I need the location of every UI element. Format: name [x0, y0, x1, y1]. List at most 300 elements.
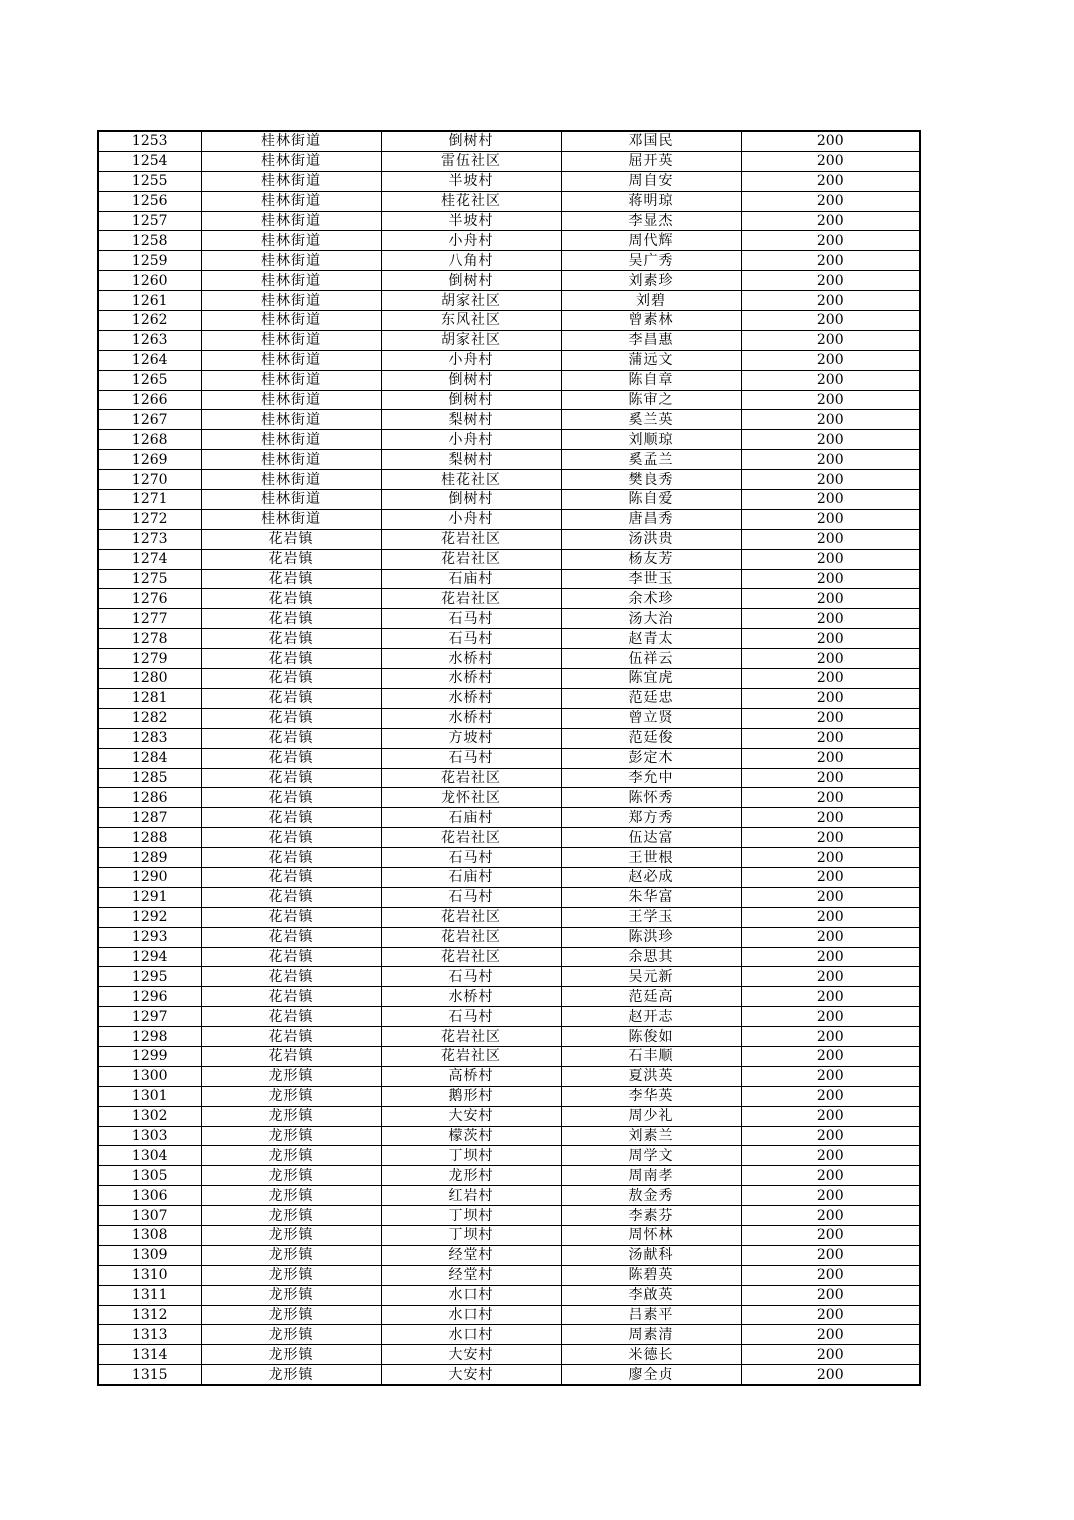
- row-number-cell: 1313: [98, 1325, 201, 1345]
- village-community-cell: 水口村: [381, 1325, 561, 1345]
- person-name-cell: 陈自章: [561, 370, 741, 390]
- row-number-cell: 1308: [98, 1225, 201, 1245]
- street-town-cell: 花岩镇: [201, 549, 381, 569]
- table-row: [98, 768, 920, 788]
- row-number-cell: 1286: [98, 788, 201, 808]
- amount-cell: 200: [741, 967, 920, 987]
- row-number-cell: 1276: [98, 589, 201, 609]
- person-name-cell: 奚孟兰: [561, 450, 741, 470]
- village-community-cell: 倒树村: [381, 131, 561, 151]
- person-name-cell: 曾立贤: [561, 708, 741, 728]
- street-town-cell: 龙形镇: [201, 1225, 381, 1245]
- amount-cell: 200: [741, 251, 920, 271]
- table-row: [98, 907, 920, 927]
- amount-cell: 200: [741, 529, 920, 549]
- street-town-cell: 龙形镇: [201, 1106, 381, 1126]
- table-row: [98, 311, 920, 331]
- amount-cell: 200: [741, 1206, 920, 1226]
- person-name-cell: 伍达富: [561, 828, 741, 848]
- row-number-cell: 1253: [98, 131, 201, 151]
- row-number-cell: 1288: [98, 828, 201, 848]
- village-community-cell: 石马村: [381, 1007, 561, 1027]
- table-row: [98, 947, 920, 967]
- village-community-cell: 石庙村: [381, 808, 561, 828]
- table-row: [98, 887, 920, 907]
- row-number-cell: 1272: [98, 509, 201, 529]
- row-number-cell: 1262: [98, 311, 201, 331]
- person-name-cell: 陈俊如: [561, 1027, 741, 1047]
- person-name-cell: 汤献科: [561, 1245, 741, 1265]
- village-community-cell: 龙怀社区: [381, 788, 561, 808]
- village-community-cell: 小舟村: [381, 350, 561, 370]
- person-name-cell: 刘碧: [561, 291, 741, 311]
- person-name-cell: 樊良秀: [561, 470, 741, 490]
- person-name-cell: 李素芬: [561, 1206, 741, 1226]
- person-name-cell: 赵青太: [561, 629, 741, 649]
- person-name-cell: 陈自爱: [561, 490, 741, 510]
- street-town-cell: 花岩镇: [201, 947, 381, 967]
- table-row: [98, 808, 920, 828]
- street-town-cell: 桂林街道: [201, 390, 381, 410]
- village-community-cell: 经堂村: [381, 1245, 561, 1265]
- row-number-cell: 1294: [98, 947, 201, 967]
- amount-cell: 200: [741, 271, 920, 291]
- street-town-cell: 桂林街道: [201, 509, 381, 529]
- amount-cell: 200: [741, 1166, 920, 1186]
- street-town-cell: 桂林街道: [201, 470, 381, 490]
- village-community-cell: 八角村: [381, 251, 561, 271]
- village-community-cell: 花岩社区: [381, 529, 561, 549]
- street-town-cell: 龙形镇: [201, 1166, 381, 1186]
- street-town-cell: 花岩镇: [201, 629, 381, 649]
- street-town-cell: 花岩镇: [201, 788, 381, 808]
- table-row: [98, 1186, 920, 1206]
- street-town-cell: 龙形镇: [201, 1086, 381, 1106]
- person-name-cell: 吴广秀: [561, 251, 741, 271]
- village-community-cell: 水口村: [381, 1305, 561, 1325]
- person-name-cell: 周自安: [561, 171, 741, 191]
- village-community-cell: 鹅形村: [381, 1086, 561, 1106]
- street-town-cell: 花岩镇: [201, 967, 381, 987]
- person-name-cell: 朱华富: [561, 887, 741, 907]
- table-row: [98, 529, 920, 549]
- table-row: [98, 967, 920, 987]
- person-name-cell: 廖全贞: [561, 1365, 741, 1385]
- table-row: [98, 1086, 920, 1106]
- village-community-cell: 丁坝村: [381, 1146, 561, 1166]
- person-name-cell: 屈开英: [561, 151, 741, 171]
- street-town-cell: 花岩镇: [201, 828, 381, 848]
- row-number-cell: 1284: [98, 748, 201, 768]
- row-number-cell: 1280: [98, 669, 201, 689]
- table-row: [98, 271, 920, 291]
- person-name-cell: 李啟英: [561, 1285, 741, 1305]
- row-number-cell: 1260: [98, 271, 201, 291]
- village-community-cell: 大安村: [381, 1365, 561, 1385]
- row-number-cell: 1265: [98, 370, 201, 390]
- person-name-cell: 伍祥云: [561, 649, 741, 669]
- row-number-cell: 1274: [98, 549, 201, 569]
- table-row: [98, 370, 920, 390]
- village-community-cell: 丁坝村: [381, 1206, 561, 1226]
- street-town-cell: 龙形镇: [201, 1345, 381, 1365]
- table-row: [98, 350, 920, 370]
- table-row: [98, 987, 920, 1007]
- amount-cell: 200: [741, 1086, 920, 1106]
- street-town-cell: 花岩镇: [201, 708, 381, 728]
- village-community-cell: 大安村: [381, 1345, 561, 1365]
- person-name-cell: 陈宜虎: [561, 669, 741, 689]
- table-row: [98, 1206, 920, 1226]
- table-row: [98, 1365, 920, 1385]
- table-row: [98, 828, 920, 848]
- amount-cell: 200: [741, 291, 920, 311]
- street-town-cell: 花岩镇: [201, 848, 381, 868]
- person-name-cell: 范廷高: [561, 987, 741, 1007]
- amount-cell: 200: [741, 1007, 920, 1027]
- street-town-cell: 花岩镇: [201, 688, 381, 708]
- street-town-cell: 桂林街道: [201, 231, 381, 251]
- street-town-cell: 花岩镇: [201, 569, 381, 589]
- village-community-cell: 石马村: [381, 848, 561, 868]
- table-row: [98, 211, 920, 231]
- person-name-cell: 周南孝: [561, 1166, 741, 1186]
- table-row: [98, 1245, 920, 1265]
- village-community-cell: 胡家社区: [381, 291, 561, 311]
- person-name-cell: 吴元新: [561, 967, 741, 987]
- street-town-cell: 桂林街道: [201, 131, 381, 151]
- table-row: [98, 569, 920, 589]
- table-row: [98, 1007, 920, 1027]
- village-community-cell: 梨树村: [381, 450, 561, 470]
- village-community-cell: 花岩社区: [381, 1046, 561, 1066]
- amount-cell: 200: [741, 211, 920, 231]
- person-name-cell: 李昌惠: [561, 330, 741, 350]
- table-row: [98, 1285, 920, 1305]
- table-row: [98, 688, 920, 708]
- village-community-cell: 檬茨村: [381, 1126, 561, 1146]
- person-name-cell: 赵必成: [561, 867, 741, 887]
- amount-cell: 200: [741, 311, 920, 331]
- row-number-cell: 1298: [98, 1027, 201, 1047]
- street-town-cell: 花岩镇: [201, 589, 381, 609]
- amount-cell: 200: [741, 390, 920, 410]
- row-number-cell: 1296: [98, 987, 201, 1007]
- person-name-cell: 陈洪珍: [561, 927, 741, 947]
- person-name-cell: 郑方秀: [561, 808, 741, 828]
- amount-cell: 200: [741, 708, 920, 728]
- village-community-cell: 方坡村: [381, 728, 561, 748]
- street-town-cell: 龙形镇: [201, 1265, 381, 1285]
- row-number-cell: 1278: [98, 629, 201, 649]
- amount-cell: 200: [741, 947, 920, 967]
- person-name-cell: 唐昌秀: [561, 509, 741, 529]
- amount-cell: 200: [741, 430, 920, 450]
- row-number-cell: 1290: [98, 867, 201, 887]
- amount-cell: 200: [741, 1106, 920, 1126]
- street-town-cell: 花岩镇: [201, 728, 381, 748]
- row-number-cell: 1261: [98, 291, 201, 311]
- person-name-cell: 李允中: [561, 768, 741, 788]
- street-town-cell: 桂林街道: [201, 211, 381, 231]
- table-row: [98, 1027, 920, 1047]
- village-community-cell: 龙形村: [381, 1166, 561, 1186]
- person-name-cell: 周素清: [561, 1325, 741, 1345]
- amount-cell: 200: [741, 231, 920, 251]
- village-community-cell: 石马村: [381, 629, 561, 649]
- street-town-cell: 龙形镇: [201, 1325, 381, 1345]
- person-name-cell: 李显杰: [561, 211, 741, 231]
- table-row: [98, 1325, 920, 1345]
- street-town-cell: 桂林街道: [201, 291, 381, 311]
- person-name-cell: 刘素珍: [561, 271, 741, 291]
- village-community-cell: 水桥村: [381, 688, 561, 708]
- row-number-cell: 1275: [98, 569, 201, 589]
- street-town-cell: 桂林街道: [201, 410, 381, 430]
- records-table-body: [98, 131, 920, 1385]
- row-number-cell: 1254: [98, 151, 201, 171]
- table-row: [98, 1225, 920, 1245]
- amount-cell: 200: [741, 1245, 920, 1265]
- amount-cell: 200: [741, 470, 920, 490]
- amount-cell: 200: [741, 131, 920, 151]
- village-community-cell: 梨树村: [381, 410, 561, 430]
- amount-cell: 200: [741, 848, 920, 868]
- table-row: [98, 1106, 920, 1126]
- street-town-cell: 桂林街道: [201, 450, 381, 470]
- row-number-cell: 1306: [98, 1186, 201, 1206]
- street-town-cell: 花岩镇: [201, 768, 381, 788]
- amount-cell: 200: [741, 1365, 920, 1385]
- person-name-cell: 蒲远文: [561, 350, 741, 370]
- row-number-cell: 1283: [98, 728, 201, 748]
- amount-cell: 200: [741, 589, 920, 609]
- village-community-cell: 倒树村: [381, 271, 561, 291]
- table-row: [98, 629, 920, 649]
- table-row: [98, 151, 920, 171]
- amount-cell: 200: [741, 748, 920, 768]
- village-community-cell: 桂花社区: [381, 191, 561, 211]
- amount-cell: 200: [741, 1186, 920, 1206]
- village-community-cell: 水桥村: [381, 987, 561, 1007]
- row-number-cell: 1307: [98, 1206, 201, 1226]
- row-number-cell: 1292: [98, 907, 201, 927]
- table-row: [98, 708, 920, 728]
- street-town-cell: 花岩镇: [201, 1007, 381, 1027]
- row-number-cell: 1285: [98, 768, 201, 788]
- person-name-cell: 吕素平: [561, 1305, 741, 1325]
- village-community-cell: 水桥村: [381, 649, 561, 669]
- row-number-cell: 1299: [98, 1046, 201, 1066]
- table-row: [98, 470, 920, 490]
- street-town-cell: 桂林街道: [201, 191, 381, 211]
- street-town-cell: 桂林街道: [201, 370, 381, 390]
- table-row: [98, 589, 920, 609]
- row-number-cell: 1302: [98, 1106, 201, 1126]
- village-community-cell: 倒树村: [381, 370, 561, 390]
- row-number-cell: 1312: [98, 1305, 201, 1325]
- amount-cell: 200: [741, 151, 920, 171]
- amount-cell: 200: [741, 171, 920, 191]
- person-name-cell: 陈审之: [561, 390, 741, 410]
- row-number-cell: 1282: [98, 708, 201, 728]
- street-town-cell: 龙形镇: [201, 1285, 381, 1305]
- street-town-cell: 龙形镇: [201, 1126, 381, 1146]
- row-number-cell: 1311: [98, 1285, 201, 1305]
- table-row: [98, 509, 920, 529]
- person-name-cell: 王世根: [561, 848, 741, 868]
- amount-cell: 200: [741, 688, 920, 708]
- village-community-cell: 小舟村: [381, 231, 561, 251]
- person-name-cell: 李华英: [561, 1086, 741, 1106]
- street-town-cell: 龙形镇: [201, 1186, 381, 1206]
- row-number-cell: 1291: [98, 887, 201, 907]
- amount-cell: 200: [741, 649, 920, 669]
- village-community-cell: 花岩社区: [381, 549, 561, 569]
- street-town-cell: 花岩镇: [201, 987, 381, 1007]
- amount-cell: 200: [741, 1305, 920, 1325]
- street-town-cell: 花岩镇: [201, 907, 381, 927]
- row-number-cell: 1271: [98, 490, 201, 510]
- village-community-cell: 胡家社区: [381, 330, 561, 350]
- person-name-cell: 范廷忠: [561, 688, 741, 708]
- amount-cell: 200: [741, 669, 920, 689]
- amount-cell: 200: [741, 987, 920, 1007]
- person-name-cell: 敖金秀: [561, 1186, 741, 1206]
- table-row: [98, 1146, 920, 1166]
- amount-cell: 200: [741, 509, 920, 529]
- person-name-cell: 蒋明琼: [561, 191, 741, 211]
- person-name-cell: 米德长: [561, 1345, 741, 1365]
- village-community-cell: 丁坝村: [381, 1225, 561, 1245]
- amount-cell: 200: [741, 569, 920, 589]
- amount-cell: 200: [741, 728, 920, 748]
- amount-cell: 200: [741, 927, 920, 947]
- row-number-cell: 1305: [98, 1166, 201, 1186]
- amount-cell: 200: [741, 191, 920, 211]
- village-community-cell: 花岩社区: [381, 947, 561, 967]
- person-name-cell: 汤洪贵: [561, 529, 741, 549]
- table-row: [98, 549, 920, 569]
- row-number-cell: 1309: [98, 1245, 201, 1265]
- amount-cell: 200: [741, 808, 920, 828]
- person-name-cell: 赵开志: [561, 1007, 741, 1027]
- person-name-cell: 余思其: [561, 947, 741, 967]
- village-community-cell: 东风社区: [381, 311, 561, 331]
- row-number-cell: 1303: [98, 1126, 201, 1146]
- table-row: [98, 410, 920, 430]
- table-row: [98, 609, 920, 629]
- village-community-cell: 半坡村: [381, 211, 561, 231]
- person-name-cell: 周代辉: [561, 231, 741, 251]
- amount-cell: 200: [741, 768, 920, 788]
- person-name-cell: 刘顺琼: [561, 430, 741, 450]
- person-name-cell: 陈碧英: [561, 1265, 741, 1285]
- street-town-cell: 龙形镇: [201, 1245, 381, 1265]
- row-number-cell: 1268: [98, 430, 201, 450]
- table-row: [98, 231, 920, 251]
- street-town-cell: 龙形镇: [201, 1146, 381, 1166]
- person-name-cell: 范廷俊: [561, 728, 741, 748]
- street-town-cell: 花岩镇: [201, 1027, 381, 1047]
- street-town-cell: 龙形镇: [201, 1305, 381, 1325]
- row-number-cell: 1256: [98, 191, 201, 211]
- person-name-cell: 王学玉: [561, 907, 741, 927]
- table-row: [98, 330, 920, 350]
- row-number-cell: 1257: [98, 211, 201, 231]
- amount-cell: 200: [741, 788, 920, 808]
- person-name-cell: 汤大治: [561, 609, 741, 629]
- amount-cell: 200: [741, 1265, 920, 1285]
- street-town-cell: 花岩镇: [201, 1046, 381, 1066]
- row-number-cell: 1289: [98, 848, 201, 868]
- street-town-cell: 花岩镇: [201, 669, 381, 689]
- street-town-cell: 花岩镇: [201, 649, 381, 669]
- row-number-cell: 1267: [98, 410, 201, 430]
- table-row: [98, 131, 920, 151]
- row-number-cell: 1270: [98, 470, 201, 490]
- street-town-cell: 花岩镇: [201, 748, 381, 768]
- row-number-cell: 1264: [98, 350, 201, 370]
- person-name-cell: 彭定木: [561, 748, 741, 768]
- row-number-cell: 1314: [98, 1345, 201, 1365]
- row-number-cell: 1304: [98, 1146, 201, 1166]
- person-name-cell: 奚兰英: [561, 410, 741, 430]
- street-town-cell: 桂林街道: [201, 430, 381, 450]
- street-town-cell: 花岩镇: [201, 927, 381, 947]
- table-row: [98, 867, 920, 887]
- table-row: [98, 1046, 920, 1066]
- table-row: [98, 788, 920, 808]
- table-row: [98, 1066, 920, 1086]
- amount-cell: 200: [741, 1046, 920, 1066]
- street-town-cell: 桂林街道: [201, 350, 381, 370]
- person-name-cell: 周怀林: [561, 1225, 741, 1245]
- village-community-cell: 大安村: [381, 1106, 561, 1126]
- street-town-cell: 桂林街道: [201, 490, 381, 510]
- row-number-cell: 1273: [98, 529, 201, 549]
- row-number-cell: 1281: [98, 688, 201, 708]
- amount-cell: 200: [741, 1146, 920, 1166]
- street-town-cell: 桂林街道: [201, 251, 381, 271]
- amount-cell: 200: [741, 887, 920, 907]
- village-community-cell: 花岩社区: [381, 1027, 561, 1047]
- amount-cell: 200: [741, 1027, 920, 1047]
- table-row: [98, 1305, 920, 1325]
- table-row: [98, 748, 920, 768]
- table-row: [98, 848, 920, 868]
- village-community-cell: 石马村: [381, 887, 561, 907]
- street-town-cell: 花岩镇: [201, 808, 381, 828]
- amount-cell: 200: [741, 350, 920, 370]
- row-number-cell: 1263: [98, 330, 201, 350]
- table-row: [98, 927, 920, 947]
- person-name-cell: 陈怀秀: [561, 788, 741, 808]
- street-town-cell: 桂林街道: [201, 171, 381, 191]
- village-community-cell: 石马村: [381, 609, 561, 629]
- person-name-cell: 邓国民: [561, 131, 741, 151]
- street-town-cell: 花岩镇: [201, 609, 381, 629]
- street-town-cell: 花岩镇: [201, 529, 381, 549]
- street-town-cell: 桂林街道: [201, 151, 381, 171]
- row-number-cell: 1295: [98, 967, 201, 987]
- table-row: [98, 1345, 920, 1365]
- table-row: [98, 649, 920, 669]
- amount-cell: 200: [741, 490, 920, 510]
- street-town-cell: 花岩镇: [201, 867, 381, 887]
- table-row: [98, 191, 920, 211]
- row-number-cell: 1279: [98, 649, 201, 669]
